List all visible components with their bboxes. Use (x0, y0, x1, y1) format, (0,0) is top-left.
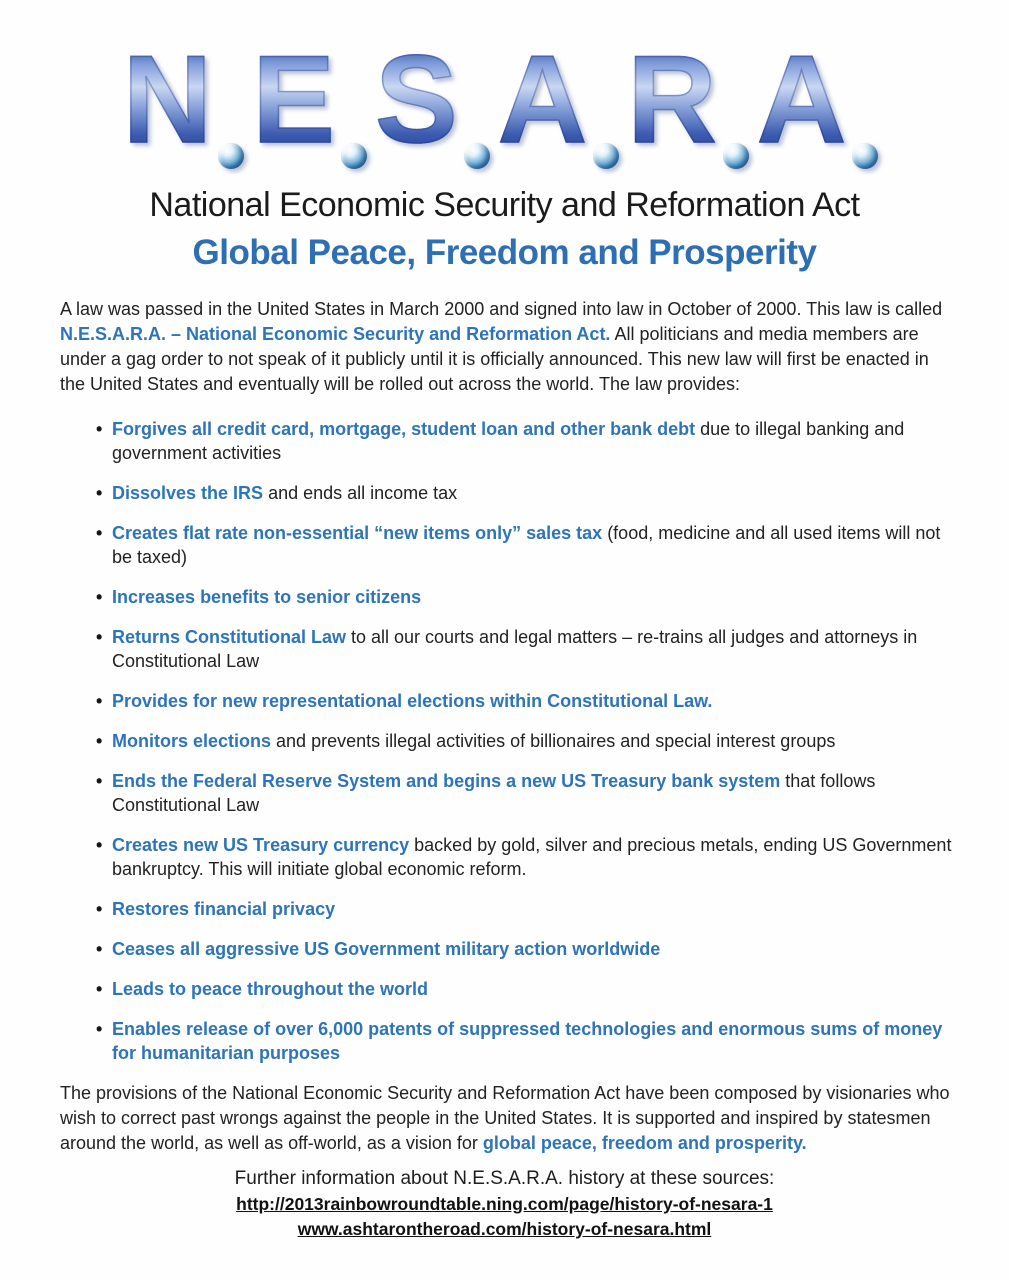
globe-period-icon (723, 143, 749, 169)
provision-lead: Leads to peace throughout the world (112, 978, 429, 999)
globe-period-icon (852, 143, 878, 169)
provision-item (112, 937, 961, 961)
closing-text: The provisions of the National Economic Security and Reformation Act have been composed by visionaries who wish to correct past wrongs against the people in the United States. It is supported and inspired by statesmen around the world, as well as off-world, as a vision for (60, 1082, 950, 1153)
provision-lead: Forgives all credit card, mortgage, student loan and other bank debt (112, 418, 696, 439)
nesara-logo (0, 31, 1009, 169)
provision-item (112, 769, 961, 817)
provision-lead: Dissolves the IRS (112, 482, 264, 503)
globe-period-icon (464, 143, 490, 169)
document-subtitle: Global Peace, Freedom and Prosperity (192, 232, 817, 272)
provision-item (112, 897, 961, 921)
logo-letter: N (122, 31, 211, 169)
provision-item (112, 977, 961, 1001)
provision-rest: and ends all income tax (263, 482, 458, 503)
provision-rest: to all our courts and legal matters – re-trains all judges and attorneys in Constitutional Law (112, 626, 918, 671)
intro-text-1: A law was passed in the United States in March 2000 and signed into law in October of 2000. This law is called (60, 298, 943, 319)
provision-lead: Enables release of over 6,000 patents of suppressed technologies and enormous sums of money for humanitarian purposes (112, 1018, 943, 1063)
provision-lead: Ceases all aggressive US Government military action worldwide (112, 938, 661, 959)
globe-period-icon (218, 143, 244, 169)
provision-lead: Ends the Federal Reserve System and begins a new US Treasury bank system (112, 770, 781, 791)
provision-rest: that follows Constitutional Law (112, 770, 876, 815)
globe-period-icon (593, 143, 619, 169)
logo-letter: A (756, 31, 845, 169)
provision-lead: Increases benefits to senior citizens (112, 586, 422, 607)
provision-item (112, 481, 961, 505)
provision-item (112, 689, 961, 713)
closing-highlight: global peace, freedom and prosperity. (482, 1132, 807, 1153)
logo-letter: E (252, 31, 333, 169)
intro-highlight: N.E.S.A.R.A. – National Economic Security and Reformation Act. (60, 323, 611, 344)
provision-item (112, 625, 961, 673)
provisions-list (0, 417, 961, 1065)
footer-sources (0, 1168, 1009, 1240)
provision-lead: Creates new US Treasury currency (112, 834, 410, 855)
provision-item (112, 729, 961, 753)
provision-rest: (food, medicine and all used items will not be taxed) (112, 522, 941, 567)
logo-letter: R (627, 31, 715, 169)
provision-item (112, 417, 961, 465)
footer-note: Further information about N.E.S.A.R.A. history at these sources: (234, 1167, 775, 1189)
provision-lead: Provides for new representational elections within Constitutional Law. (112, 690, 713, 711)
source-link-ashtarontheroad[interactable]: www.ashtarontheroad.com/history-of-nesara.html (297, 1218, 712, 1239)
provision-rest: and prevents illegal activities of billionaires and special interest groups (271, 730, 836, 751)
provision-item (112, 585, 961, 609)
provision-lead: Restores financial privacy (112, 898, 336, 919)
provision-item (112, 521, 961, 569)
provision-rest: backed by gold, silver and precious metals, ending US Government bankruptcy. This will initiate global economic reform. (112, 834, 952, 879)
logo-letter: A (497, 31, 586, 169)
provision-lead: Returns Constitutional Law (112, 626, 346, 647)
document-title: National Economic Security and Reformation Act (149, 185, 860, 224)
source-link-rainbowroundtable[interactable]: http://2013rainbowroundtable.ning.com/page/history-of-nesara-1 (236, 1193, 773, 1214)
provision-lead: Creates flat rate non-essential “new items only” sales tax (112, 522, 603, 543)
provision-rest: due to illegal banking and government activities (112, 418, 905, 463)
intro-text-2: All politicians and media members are under a gag order to not speak of it publicly until it is officially announced. This new law will first be enacted in the United States and eventually will be rolled out across the world. The law provides: (60, 323, 929, 394)
provision-lead: Monitors elections (112, 730, 272, 751)
globe-period-icon (341, 143, 367, 169)
provision-item (112, 1017, 961, 1065)
logo-letter: S (374, 31, 456, 169)
closing-paragraph (60, 1081, 957, 1156)
intro-paragraph (60, 297, 957, 397)
provision-item (112, 833, 961, 881)
